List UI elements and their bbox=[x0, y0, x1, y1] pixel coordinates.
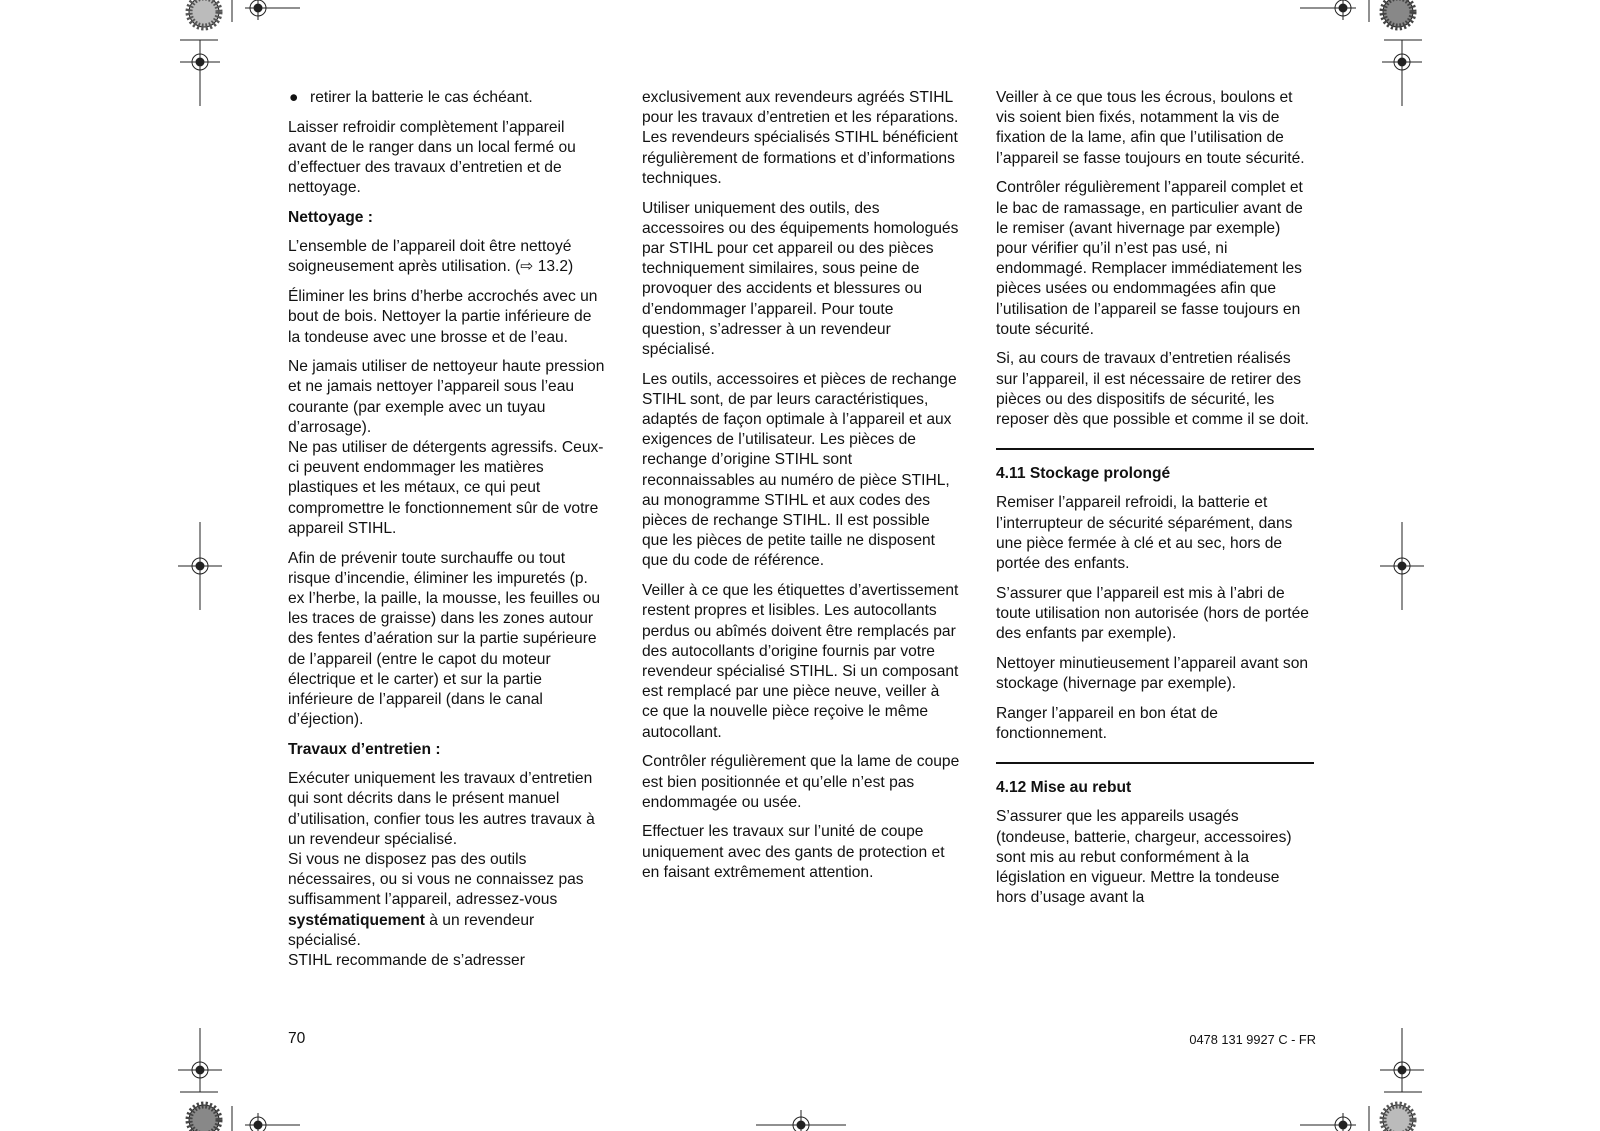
column-2 bbox=[642, 88, 960, 893]
crosshair-mid-left bbox=[178, 522, 222, 610]
paragraph: Remiser l’appareil refroidi, la batterie et l’interrupteur de sécurité séparément, dans une pièce fermée à clé et au sec, hors de portée des enfants. bbox=[996, 494, 1293, 573]
paragraph: Utiliser uniquement des outils, des accessoires ou des équipements homologués par STIHL pour cet appareil ou des pièces techniquement similaires, sous peine de provoquer des accidents et blessures ou d’endommager l’appareil. Pour toute question, s’adresser à un revendeur spécialisé. bbox=[642, 199, 959, 358]
paragraph: S’assurer que les appareils usagés (tondeuse, batterie, chargeur, accessoires) sont mis au rebut conformément à la législation en vigueur. Mettre la tondeuse hors d’usage avant la bbox=[996, 808, 1292, 907]
paragraph: Afin de prévenir toute surchauffe ou tout risque d’incendie, éliminer les impuretés (p. ex l’herbe, la paille, la mousse, les feuilles ou les traces de graisse) dans les zones autour des fentes d’aération sur la partie supérieure de l’appareil (entre le capot du moteur électrique et le carter) et sur la partie inférieure de l’appareil (dans le canal d’éjection). bbox=[288, 549, 601, 729]
color-wheel-top-right bbox=[1383, 0, 1413, 27]
paragraph bbox=[642, 88, 960, 189]
color-wheel-bottom-right bbox=[1383, 1105, 1413, 1131]
text-line: exclusivement aux revendeurs agréés STIHL pour les travaux d’entretien et les réparations. bbox=[642, 89, 959, 127]
document-code: 0478 131 9927 C - FR bbox=[1189, 1032, 1316, 1047]
paragraph: Effectuer les travaux sur l’unité de coupe uniquement avec des gants de protection et en faisant extrêmement attention. bbox=[642, 823, 945, 881]
section-divider bbox=[996, 448, 1314, 450]
subheading-nettoyage: Nettoyage : bbox=[288, 209, 373, 227]
column-3 bbox=[996, 88, 1314, 918]
text-line: Ne pas utiliser de détergents agressifs. Ceux-ci peuvent endommager les matières plastiques et les métaux, ce qui peut compromettre le fonctionnement sûr de votre appareil STIHL. bbox=[288, 439, 604, 537]
paragraph: Si, au cours de travaux d’entretien réalisés sur l’appareil, il est nécessaire de retirer des pièces ou des dispositifs de sécurité, les reposer dès que possible et comme il se doit. bbox=[996, 350, 1309, 429]
paragraph: L’ensemble de l’appareil doit être nettoyé soigneusement après utilisation. (⇨ 13.2) bbox=[288, 238, 574, 276]
column-1 bbox=[288, 88, 606, 981]
emphasis-text: systématiquement bbox=[288, 911, 425, 929]
text-line: à un revendeur spécialisé. bbox=[288, 911, 535, 949]
bullet-item bbox=[288, 88, 606, 108]
paragraph: Éliminer les brins d’herbe accrochés avec un bout de bois. Nettoyer la partie inférieure de la tondeuse avec une brosse et de l’eau. bbox=[288, 288, 598, 346]
text-line: Ne jamais utiliser de nettoyeur haute pression et ne jamais nettoyer l’appareil sous l’eau courante (par exemple avec un tuyau d’arrosage). bbox=[288, 358, 605, 436]
section-heading-4-11: 4.11 Stockage prolongé bbox=[996, 465, 1171, 483]
color-wheel-bottom-left bbox=[189, 1105, 219, 1131]
text-line: STIHL recommande de s’adresser bbox=[288, 951, 525, 969]
paragraph: Les outils, accessoires et pièces de rechange STIHL sont, de par leurs caractéristiques, adaptés de façon optimale à l’appareil et aux exigences de l’utilisateur. Les pièces de rechange d’origine STIHL sont reconnaissables au numéro de pièce STIHL, au monogramme STIHL et aux codes des pièces de rechange STIHL. Il est possible que les pièces de petite taille ne disposent que du code de référence. bbox=[642, 370, 957, 570]
page-number: 70 bbox=[288, 1030, 306, 1047]
section-divider bbox=[996, 762, 1314, 764]
bullet-text: retirer la batterie le cas échéant. bbox=[310, 89, 533, 106]
crosshair-mid-right bbox=[1380, 522, 1424, 610]
text-line: Exécuter uniquement les travaux d’entretien qui sont décrits dans le présent manuel d’utilisation, confier tous les autres travaux à un revendeur spécialisé. bbox=[288, 770, 595, 848]
paragraph: Ranger l’appareil en bon état de fonctionnement. bbox=[996, 704, 1218, 742]
paragraph: Contrôler régulièrement que la lame de coupe est bien positionnée et qu’elle n’est pas endommagée ou usée. bbox=[642, 753, 960, 811]
paragraph bbox=[288, 769, 606, 971]
color-wheel-top-left bbox=[189, 0, 219, 27]
paragraph: Contrôler régulièrement l’appareil complet et le bac de ramassage, en particulier avant de le remiser (avant hivernage par exemple) pour vérifier qu’il n’est pas usé, ni endommagé. Remplacer immédiatement les pièces usées ou endommagées afin que l’utilisation de l’appareil se fasse toujours en toute sécurité. bbox=[996, 179, 1303, 338]
paragraph: Veiller à ce que tous les écrous, boulons et vis soient bien fixés, notamment la vis de fixation de la lame, afin que l’utilisation de l’appareil se fasse toujours en toute sécurité. bbox=[996, 89, 1305, 167]
paragraph: Laisser refroidir complètement l’appareil avant de le ranger dans un local fermé ou d’effectuer des travaux d’entretien et de nettoyage. bbox=[288, 118, 576, 197]
paragraph: S’assurer que l’appareil est mis à l’abri de toute utilisation non autorisée (hors de portée des enfants par exemple). bbox=[996, 584, 1309, 643]
text-line: Les revendeurs spécialisés STIHL bénéficient régulièrement de formations et d’informations techniques. bbox=[642, 129, 958, 187]
paragraph: Veiller à ce que les étiquettes d’avertissement restent propres et lisibles. Les autocollants perdus ou abîmés doivent être remplacés par des autocollants d’origine fournis par votre revendeur spécialisé STIHL. Si un composant est remplacé par une pièce neuve, veiller à ce que la nouvelle pièce reçoive le même autocollant. bbox=[642, 582, 959, 741]
bullet-dot: ● bbox=[289, 89, 299, 106]
crosshair-bottom-center bbox=[756, 1110, 846, 1131]
text-line: Si vous ne disposez pas des outils nécessaires, ou si vous ne connaissez pas suffisamment l’appareil, adressez-vous bbox=[288, 850, 584, 909]
paragraph: Nettoyer minutieusement l’appareil avant son stockage (hivernage par exemple). bbox=[996, 654, 1309, 693]
paragraph bbox=[288, 357, 606, 539]
section-heading-4-12: 4.12 Mise au rebut bbox=[996, 779, 1132, 797]
subheading-travaux: Travaux d’entretien : bbox=[288, 740, 441, 758]
